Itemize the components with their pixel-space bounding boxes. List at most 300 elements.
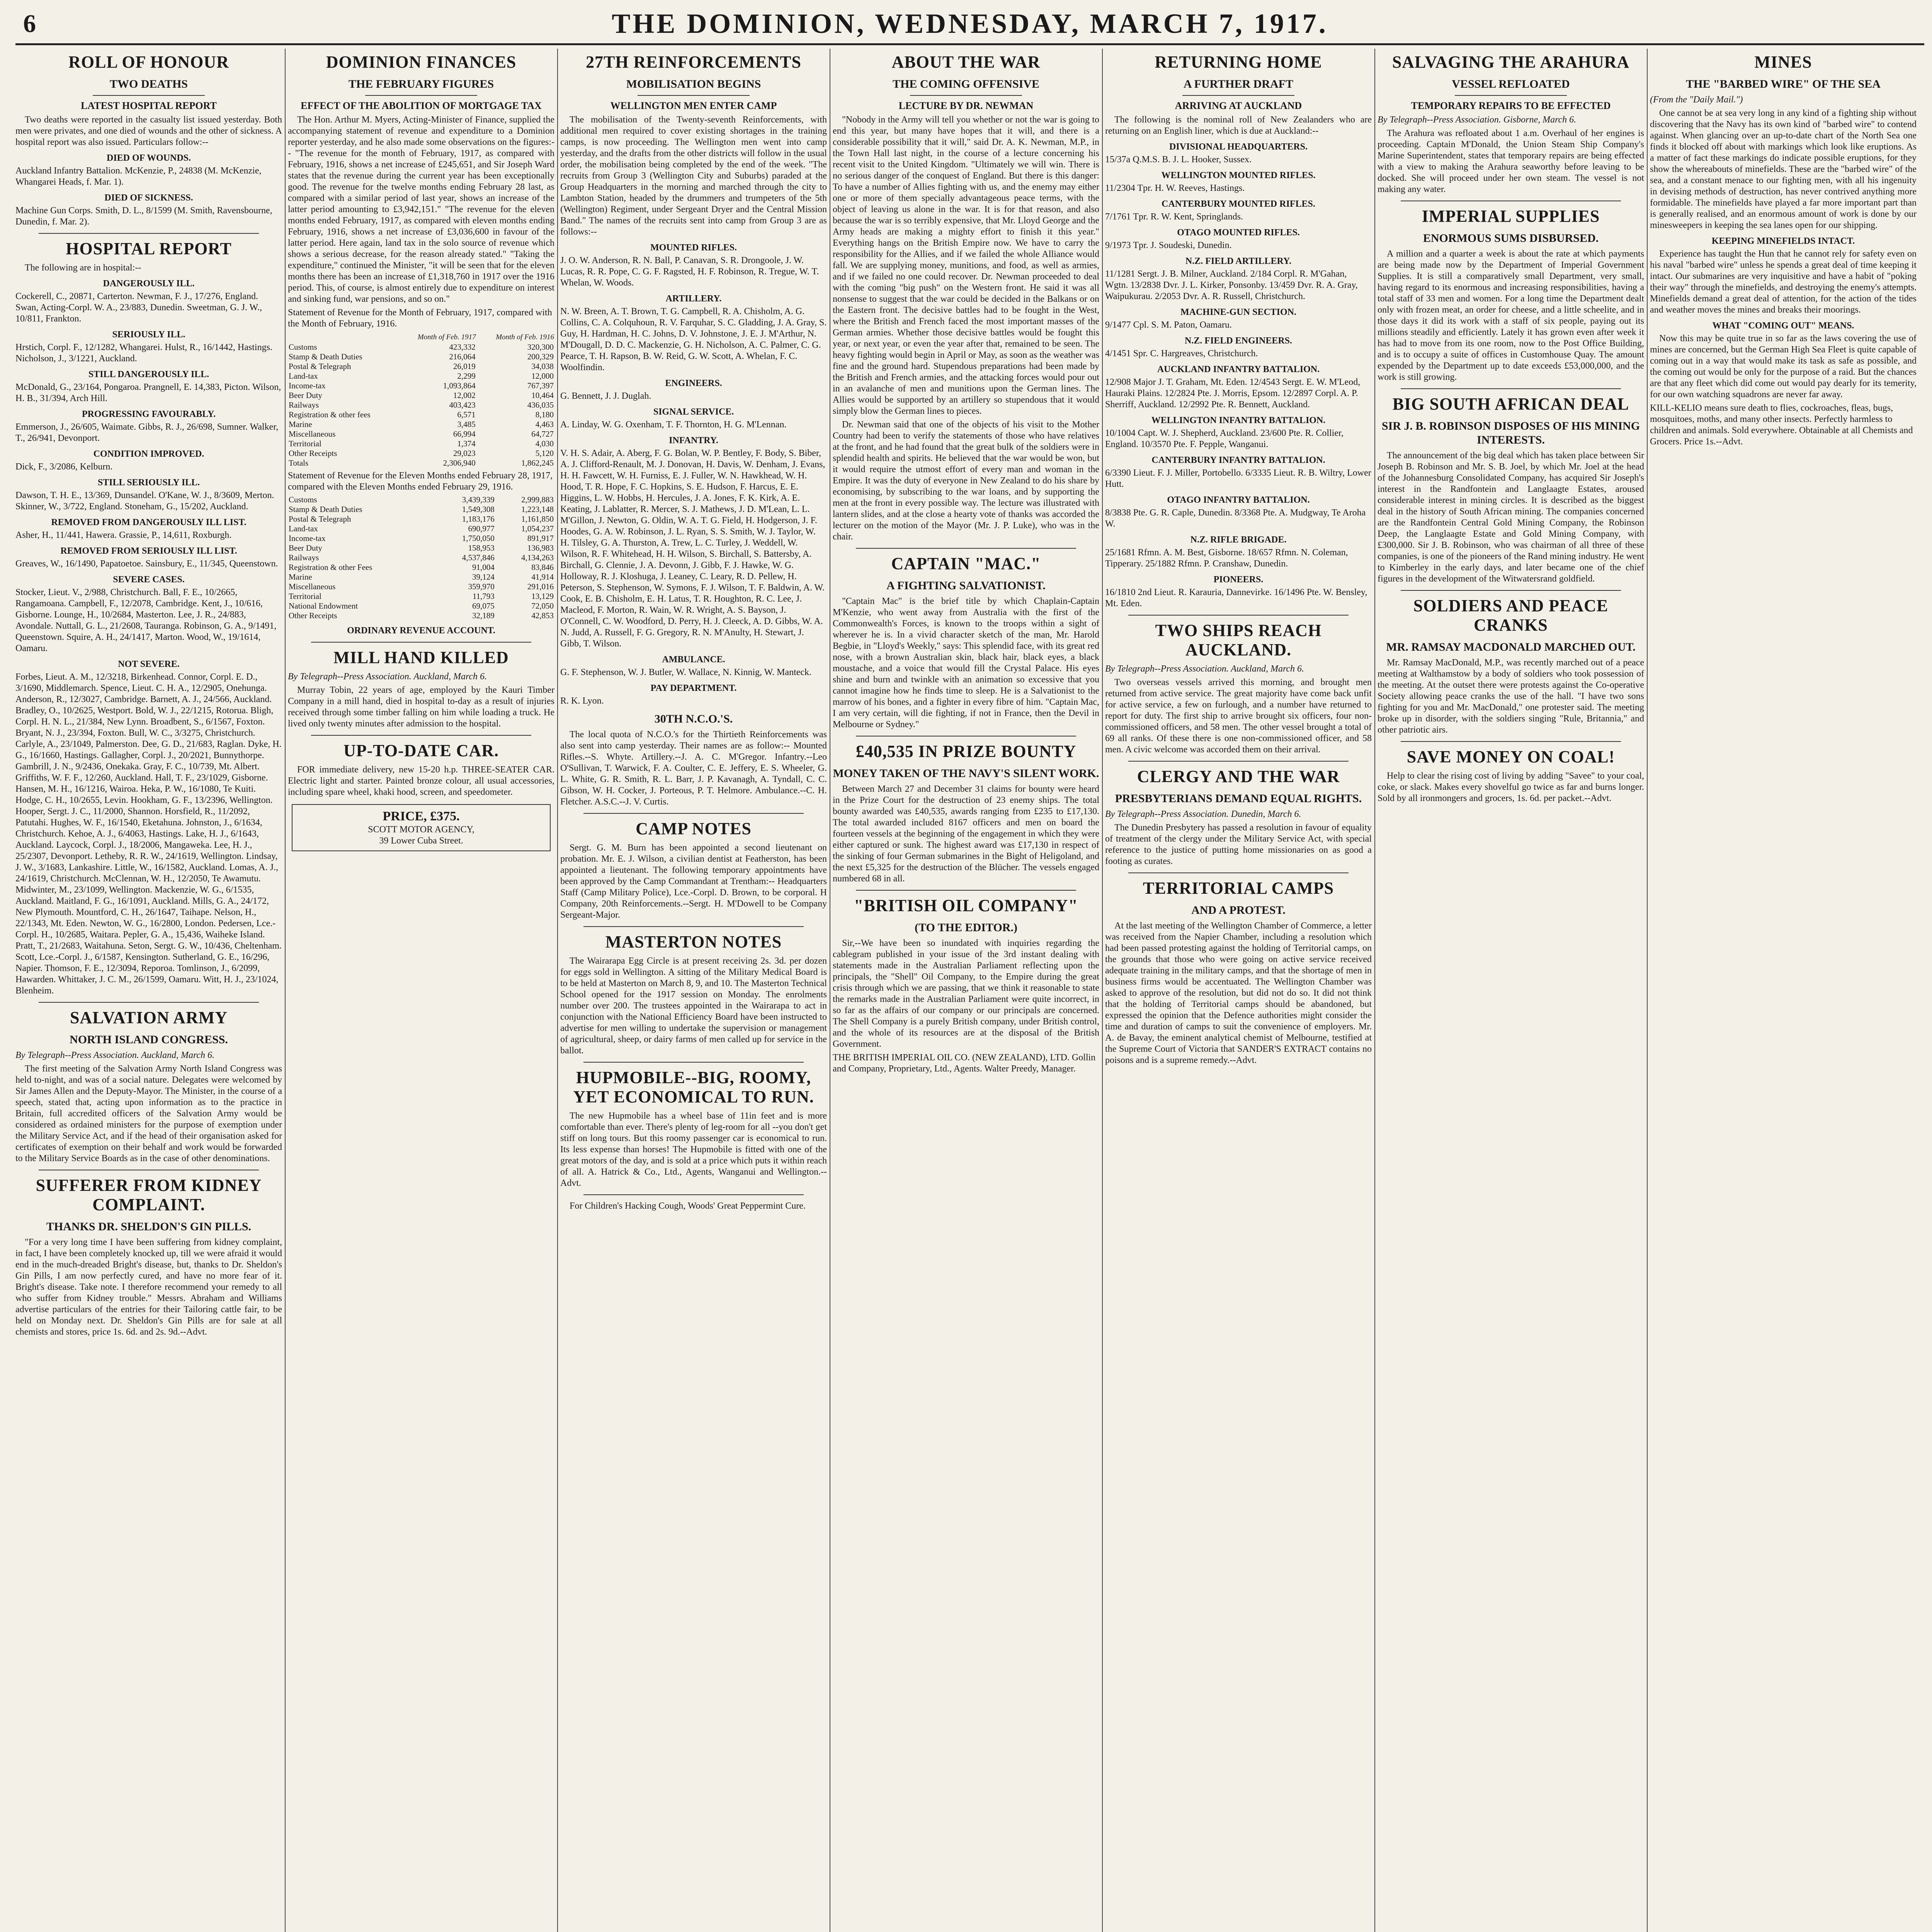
article [833,548,1099,730]
table-cell-label: Territorial [289,439,321,448]
list-entries: 7/1761 Tpr. R. W. Kent, Springlands. [1105,212,1243,222]
article-headline: SUFFERER FROM KIDNEY COMPLAINT. [36,1176,262,1214]
list-entries: A. Linday, W. G. Oxenham, T. F. Thornton, H. G. M'Lennan. [560,420,787,430]
table-cell-value: 891,917 [527,534,554,543]
list-entries: Asher, H., 11/441, Hawera. Grassie, P., 14,611, Roxburgh. [15,530,232,540]
subheading-rule [1455,95,1567,96]
article-body: Dr. Newman said that one of the objects of his visit to the Mother Country had been to verify the statements of those who have relatives at the front, and he had found that the great bulk of the soldiers were in splendid health and spirits. He believed that the war would be won, but it would require the utmost effort of every man and woman in the Empire. It was the duty of everyone in New Zealand to do his share by economising, by subscribing to the war loans, and by supporting the men at the front in every possible way. The lecture was illustrated with lantern slides, and at the close a hearty vote of thanks was accorded the lecturer on the motion of the Mayor (Mr. J. P. Luke), who was in the chair. [833,420,1099,542]
list-entries: Dick, F., 3/2086, Kelburn. [15,462,113,472]
article-subheading: ENORMOUS SUMS DISBURSED. [1423,232,1599,245]
table-cell-value: 2,306,940 [443,458,476,468]
article-headline: DOMINION FINANCES [326,53,517,71]
table-cell-value: 6,571 [457,410,476,419]
article-headline: CAPTAIN "MAC." [891,554,1041,573]
table-cell-value: 4,030 [535,439,554,448]
list-entries: 10/1004 Capt. W. J. Shepherd, Auckland. 23/600 Pte. R. Collier, England. 10/3570 Pte. F. Pepple, Wanganui. [1105,428,1344,449]
table-cell-label: Stamp & Death Duties [289,352,362,361]
article [1105,872,1372,1066]
article-body: The new Hupmobile has a wheel base of 11in feet and is more comfortable than ever. There's plenty of leg-room for all --you don't get stiff on long tours. But this roomy passenger car is economical to run. Its less expense than horses! The Hupmobile is fitted with one of the great motors of the day, and is sold at a price which puts it within reach of all. A. Hatrick & Co., Ltd., Agents, Wanganui and Wellington.--Advt. [560,1111,827,1188]
table-cell-value: 1,183,176 [462,514,495,524]
table-cell-label: Land-tax [289,371,318,381]
article-headline: ROLL OF HONOUR [68,53,229,71]
table-cell-label: Marine [289,420,312,429]
list-label: ENGINEERS. [665,378,722,388]
table-cell-value: 4,463 [535,420,554,429]
table-cell-value: 32,189 [472,611,495,620]
table-cell-value: 83,846 [531,563,554,572]
list-label: N.Z. FIELD ARTILLERY. [1185,256,1292,266]
list-entries: J. O. W. Anderson, R. N. Ball, P. Canavan, S. R. Drongoole, J. W. Lucas, R. R. Pope, C. G. F. Ragsted, H. F. Robinson, R. Tregue, W. T. Whelan, W. Woods. [560,255,819,288]
article-body: At the last meeting of the Wellington Chamber of Commerce, a letter was received from the Napier Chamber, including a resolution which had been passed protesting against the holding of Territorial camps, on the grounds that those who were going on active service received adequate training in the military camps, and that the shortage of men in business firms would be accentuated. The Wellington Chamber was asked to approve of the resolution, but did not do so. It did not think that the holding of Territorial camps should be abandoned, but expressed the opinion that the Defence authorities might consider the time and duration of camps to suit the convenience of employers. Mr. A. de Bavay, the eminent analytical chemist of Melbourne, testified at the Supreme Court of Victoria that SANDER'S EXTRACT contains no poisons and is a supreme remedy.--Advt. [1105,921,1372,1065]
column-rule [285,49,286,1932]
list-label: STILL DANGEROUSLY ILL. [88,369,209,379]
article-headline: SALVAGING THE ARAHURA [1392,53,1630,71]
table-row [288,342,554,352]
article-byline: (From the "Daily Mail.") [1650,95,1743,105]
article-body: FOR immediate delivery, new 15-20 h.p. THREE-SEATER CAR. Electric light and starter. Painted bronze colour, all usual accessories, including spare wheel, khaki hood, screen, and speedometer. [288,765,554,797]
article-subheading: THANKS DR. SHELDON'S GIN PILLS. [46,1220,252,1233]
article-body: Now this may be quite true in so far as the laws covering the use of mines are concerned, but the German High Sea Fleet is quite capable of coming out in a way that would make its task as safe as possible, and the coming out would be only for the purpose of a raid. But the chances are that any fleet which did come out would pay dearly for its temerity, for our own watching squadrons are never far away. [1650,333,1917,400]
article [15,233,282,997]
article-subheading: A FURTHER DRAFT [1184,78,1293,90]
list-label: PIONEERS. [1213,575,1264,585]
table-cell-label: Totals [289,458,309,468]
table-cell-value: 8,180 [535,410,554,419]
table-cell-value: 34,038 [531,362,554,371]
list-label: AUCKLAND INFANTRY BATTALION. [1157,364,1320,374]
article-divider [856,548,1076,549]
table-row [288,381,554,391]
list-entries: R. K. Lyon. [560,696,604,706]
list-label: AMBULANCE. [662,655,725,665]
article-headline: £40,535 IN PRIZE BOUNTY [855,742,1077,761]
article-subheading: TWO DEATHS [110,78,188,90]
table-row [288,514,554,524]
list-label: SERIOUSLY ILL. [112,330,185,340]
table-row [288,429,554,439]
column-rule [1374,49,1375,1932]
article-divider [583,926,804,927]
article-body: The Dunedin Presbytery has passed a resolution in favour of equality of treatment of the clergy under the Military Service Act, with special reference to the justice of putting home missionaries on as good a footing as curates. [1105,823,1372,866]
article [15,53,282,228]
article-divider [583,1194,804,1195]
table-cell-label: Postal & Telegraph [289,514,351,524]
table-row [288,553,554,563]
table-cell-label: National Endowment [289,601,358,611]
masthead-title: THE DOMINION, WEDNESDAY, MARCH 7, 1917. [612,8,1328,39]
list-label: INFANTRY. [669,435,718,446]
article-body: The local quota of N.C.O.'s for the Thirtieth Reinforcements was also sent into camp yesterday. Their names are as follow:-- Mounted Rifles.--S. Whyte. Artillery.--J. A. C. M'Gregor. Infantry.--Leo O'Sullivan, T. Warwick, F. A. Coulter, C. E. Jeffery, E. S. Wheeler, G. L. White, G. R. Smith, R. L. Barr, J. P. Kavanagh, A. Tyndall, C. C. Gibson, W. H. Cocker, J. Porteous, P. T. Helmore. Ambulance.--C. H. Fletcher. A.S.C.--J. V. Curtis. [560,730,827,807]
article-body: The announcement of the big deal which has taken place between Sir Joseph B. Robinson and Mr. S. B. Joel, by which Mr. Joel at the head of the Johannesburg Consolidated Company, has acquired Sir Joseph's interest in the Randfontein and Langlaagte Estates, aroused considerable interest in mining circles. It is described as the biggest deal in the history of South African mining. The companies concerned are the Randfontein Central Gold Mining Company, the Robinson Deep, the Langlaagte Estate and Gold Mining Company, with £300,000. Sir J. B. Robinson, who was chairman of all three of these companies, is one of the pioneers of the Rand mining industry. He went to Kimberley in the early days, and later became one of the chief figures in the development of the Witwatersrand goldfield. [1378,451,1644,584]
table-cell-value: 1,054,237 [521,524,554,533]
list-entries: G. F. Stephenson, W. J. Butler, W. Wallace, N. Kinnig, W. Manteck. [560,667,812,677]
article [15,1170,282,1338]
list-label: REMOVED FROM SERIOUSLY ILL LIST. [60,546,237,556]
table-cell-value: 1,093,864 [443,381,476,390]
article-body: The Wairarapa Egg Circle is at present receiving 2s. 3d. per dozen for eggs sold in Wellington. A sitting of the Military Medical Board is to be held at Masterton on March 8, 9, and 10. The Masterton Technical School opened for the 1917 session on Monday. The enrolments number over 200. The trustees appointed in the Wairarapa to act in conjunction with the National Efficiency Board have been instructed to advertise for men willing to undertake the supervision or management of agricultural, sheep, or dairy farms of men called up for service in the ballot. [560,956,827,1056]
article-deck: ARRIVING AT AUCKLAND [1175,100,1302,111]
letter-signoff: THE BRITISH IMPERIAL OIL CO. (NEW ZEALAND), LTD. Gollin and Company, Proprietary, Ltd., Agents. Walter Preedy, Manager. [833,1053,1096,1074]
list-entries: 11/2304 Tpr. H. W. Reeves, Hastings. [1105,183,1245,193]
list-entries: Cockerell, C., 20871, Carterton. Newman, F. J., 17/276, England. Swan, Acting-Corpl. W. A., 23/883, Dunedin. Sweetman, G. J. W., 10/811, Frankton. [15,291,262,324]
table-row [288,439,554,449]
list-entries: N. W. Breen, A. T. Brown, T. G. Campbell, R. A. Chisholm, A. G. Collins, C. A. Colquhoun, R. V. Farquhar, S. C. Gladding, J. A. Gray, S. Guy, H. Hardman, H. C. Johns, D. V. Johnstone, J. E. J. M'Arthur, N. M'Dougall, D. D. C. Mackenzie, G. H. Nicholson, A. C. Palmer, C. G. Pearce, T. H. Rapson, B. W. Reid, G. W. Scott, A. Whelan, F. C. Woolfindin. [560,306,827,372]
article-body: Murray Tobin, 22 years of age, employed by the Kauri Timber Company in a mill hand, died in hospital to-day as a result of injuries received through some timber falling on him while loading a truck. He lived only twenty minutes after admission to the hospital. [288,685,554,729]
list-entries: 8/3838 Pte. G. R. Caple, Dunedin. 8/3368 Pte. A. Mudgway, Te Aroha W. [1105,508,1366,529]
article-headline: MILL HAND KILLED [333,648,509,667]
table-cell-label: Railways [289,400,319,410]
article-headline: SOLDIERS AND PEACE CRANKS [1413,596,1609,634]
subheading-rule [1182,95,1294,96]
article-byline: By Telegraph--Press Association. Auckland, March 6. [15,1050,215,1060]
table-row [288,563,554,572]
article [833,736,1099,884]
article [288,642,554,730]
article [15,1002,282,1164]
table-row [288,582,554,592]
table-cell-value: 1,750,050 [462,534,495,543]
article-headline: RETURNING HOME [1155,53,1322,71]
column-6 [1378,49,1644,1932]
article-headline: TERRITORIAL CAMPS [1143,879,1334,898]
article-body: A million and a quarter a week is about the rate at which payments are being made now by the Department of Imperial Government Supplies. It is still a comparatively small Department, very small, having regard to its enormous and increasing responsibilities, having a total staff of 33 men and women. For a long time the Department dealt only with frozen meat, an order for cheese, and a little scheelite, and in those days it did its work with a staff of six people, paying out its millions steadily and efficiently. Lately it has grown even after week it has had to move from its one room, now to the Post Office Building, and is to occupy a suite of offices in Customhouse Quay. The amount expended by the Department up to date exceeds £53,000,000, and the work is still growing. [1378,249,1644,382]
article-divider [1401,741,1621,742]
article-subheading: MONEY TAKEN OF THE NAVY'S SILENT WORK. [833,767,1099,780]
table-cell-value: 158,953 [468,543,495,553]
subheading-rule [365,95,477,96]
article [1105,761,1372,867]
article-body: Experience has taught the Hun that he cannot rely for safety even on his naval "barbed wire" unless he spends a great deal of time keeping it intact. Our submarines are very inquisitive and have a habit of "poking their way" through the minefields, and destroying the enemy's attempts. Minefields demand a great deal of attention, for the action of the tides and weather moves the mines and breaks their moorings. [1650,249,1917,315]
list-entries: Hrstich, Corpl. F., 12/1282, Whangarei. Hulst, R., 16/1442, Hastings. Nicholson, J., 3/1221, Auckland. [15,342,272,364]
table-row [288,592,554,601]
article-subheading: 30TH N.C.O.'S. [654,713,733,725]
article-byline: By Telegraph--Press Association. Gisborne, March 6. [1378,115,1577,125]
article-body: The Hon. Arthur M. Myers, Acting-Minister of Finance, supplied the accompanying statement of revenue and expenditure to a Dominion reporter yesterday, and he also made some observations on the figures:-- "The revenue for the month of February, 1917, as compared with February, 1916, shows a net increase of £245,651, and Sir Joseph Ward states that the revenue during the current year has been exceptionally good. The revenue for the twelve months ending February 28 last, as compared with a similar period of last year, shows an increase of the latter period amounting to £3,942,151." "The revenue for the eleven months ended February, 1917, as compared with eleven months ending February, 1916, shows a net increase of £3,036,600 in favour of the latter period. Here again, land tax in the solo source of revenue which shows a serious decrease, for the reason already stated." "Taking the expenditure," continued the Minister, "it will be seen that for the eleven months there has been an increase of £1,318,760 in 1917 over the 1916 period. This, of course, is almost entirely due to expenditure on interest and sinking fund, war pensions, and so on." [288,115,554,304]
list-entries: Machine Gun Corps. Smith, D. L., 8/1599 (M. Smith, Ravensbourne, Dunedin, f. Mar. 2). [15,206,272,227]
list-entries: McDonald, G., 23/164, Pongaroa. Prangnell, E. 14,383, Picton. Wilson, H. B., 31/394, Arch Hill. [15,382,281,403]
revenue-table-eleven-months [288,495,554,621]
article-headline: CAMP NOTES [636,819,752,838]
article-body: For Children's Hacking Cough, Woods' Great Peppermint Cure. [570,1201,806,1211]
article-byline: By Telegraph--Press Association. Auckland, March 6. [1105,664,1304,674]
table-row [288,352,554,362]
article-deck: LATEST HOSPITAL REPORT [81,100,217,111]
table-cell-label: Marine [289,572,312,582]
table-row [288,572,554,582]
article-divider [583,1062,804,1063]
list-label: DIED OF WOUNDS. [106,153,191,163]
article-body: Between March 27 and December 31 claims for bounty were heard in the Prize Court for the destruction of 23 enemy ships. The total bounty awarded was £40,535, awards ranging from £235 to £17,130. The total awarded included 8167 officers and men on board the fourteen vessels at the beginning of the engagement in which they were either captured or sunk. The highest award was £17,130 in respect of the sinking of four German submarines in the Bight of Heligoland, and the next £5,325 for the destruction of the Blücher. The vessels engaged numbered 68 in all. [833,784,1099,884]
article-deck: WELLINGTON MEN ENTER CAMP [610,100,777,111]
list-entries: Stocker, Lieut. V., 2/988, Christchurch. Ball, F. E., 10/2665, Rangamoana. Campbell, F., 12/2078, Cambridge. Kent, J., 10/616, Gisborne. Lounge, H., 10/2684, Masterton. Lee, J. R., 24/883, Avondale. Nuttall, G. L., 21/2608, Tauranga. Robinson, G. A., 9/1491, Queenstown. Squire, A. H., 24/1417, Marton. Wood, W., 19/1614, Oamaru. [15,587,277,653]
article-body: Mr. Ramsay MacDonald, M.P., was recently marched out of a peace meeting at Walthamstow by a body of soldiers who took possession of the meeting. At the outset there were protests against the Co-operative Society allowing peace cranks the use of the hall. "I have two sons fighting for you and Mr. MacDonald," one protester said. The meeting broke up in disorder, with the soldiers singing "Rule, Britannia," and other patriotic airs. [1378,658,1644,735]
table-cell-value: 13,129 [531,592,554,601]
list-entries: Greaves, W., 16/1490, Papatoetoe. Sainsbury, E., 11/345, Queenstown. [15,559,278,569]
article-headline: SAVE MONEY ON COAL! [1406,747,1615,766]
table-row [288,543,554,553]
table-cell-value: 1,161,850 [521,514,554,524]
subheading-rule [638,95,750,96]
article-subheading: MR. RAMSAY MACDONALD MARCHED OUT. [1386,641,1636,653]
article-subheading: A FIGHTING SALVATIONIST. [886,579,1046,592]
article-headline: 27TH REINFORCEMENTS [585,53,802,71]
column-rule [1102,49,1103,1932]
table-row [288,371,554,381]
table-cell-value: 216,064 [449,352,476,361]
article-subheading: VESSEL REFLOATED [1452,78,1570,90]
list-entries: 4/1451 Spr. C. Hargreaves, Christchurch. [1105,349,1258,359]
section-label: ORDINARY REVENUE ACCOUNT. [347,626,495,636]
table-cell-value: 39,124 [472,572,495,582]
table-cell-value: 136,983 [527,543,554,553]
table-cell-label: Registration & other Fees [289,563,372,572]
list-label: OTAGO INFANTRY BATTALION. [1167,495,1310,505]
masthead-rule [15,43,1924,45]
list-label: CANTERBURY INFANTRY BATTALION. [1151,455,1325,465]
column-5 [1105,49,1372,1932]
article-crosshead: KEEPING MINEFIELDS INTACT. [1711,236,1855,246]
article [288,735,554,851]
table-cell-value: 11,793 [472,592,495,601]
list-label: DIVISIONAL HEADQUARTERS. [1169,142,1308,152]
article [833,53,1099,543]
list-entries: 11/1281 Sergt. J. B. Milner, Auckland. 2/184 Corpl. R. M'Gahan, Wgtn. 13/2838 Dvr. J. L. Kirker, Ponsonby. 13/459 Dvr. R. A. Gray, Waipukurau. 2/2053 Dvr. A. R. Russell, Christchurch. [1105,269,1358,301]
list-entries: V. H. S. Adair, A. Aberg, F. G. Bolan, W. P. Bentley, F. Body, S. Biber, A. J. Clifford-Renault, M. J. Donovan, H. Davis, W. Denham, J. Evans, H. H. Fawcett, W. H. Furniss, E. J. Fuller, W. N. Hawkhead, W. H. Hood, T. R. Hope, F. C. Hopkins, S. E. Hudson, F. Harcus, E. E. Higgins, L. W. Hobbs, H. Hercules, J. A. Jones, F. K. Kirk, A. E. Keating, J. Lablatter, R. Mercer, S. J. Mathews, J. D. M'Lean, L. L. M'Gillon, J. Newton, G. Oldin, W. A. T. G. Field, H. Hodgerson, J. F. Hoodes, G. A. W. Robinson, J. L. Ryan, S. S. Smith, W. J. Taylor, W. H. Tilsley, G. A. Thurston, A. Trew, L. C. Turley, J. Weddell, W. Wilson, R. F. Whitehead, H. H. Wilson, S. Birchall, S. Battersby, A. Birchall, G. Clennie, J. A. Devonn, J. Gibb, F. J. Hawke, W. G. Holloway, R. J. Kloshuga, J. Leaney, C. Leary, R. D. Pellew, H. Peterson, S. Stephenson, W. Symons, F. J. Wilson, T. F. Baldwin, A. W. Cook, E. B. Chisholm, E. H. Latus, T. R. Houghton, R. C. Lee, J. Macleod, F. Morton, R. Wain, W. R. Wright, A. S. Bayson, J. O'Connell, C. W. Woodford, D. Perry, H. J. Cleeck, A. D. Gibbs, W. A. N. Judd, A. Russell, F. G. Gregory, R. N. M'Anulty, H. Stewart, J. Gibb, T. Wilson. [560,448,825,649]
table-cell-label: Customs [289,495,317,504]
list-label: DIED OF SICKNESS. [104,193,193,203]
article-body: Two deaths were reported in the casualty list issued yesterday. Both men were privates, and one died of wounds and the other of sickness. A hospital report was also issued. Particulars follow:-- [15,115,282,147]
column-rule [557,49,558,1932]
article-headline: HOSPITAL REPORT [66,239,232,258]
article-body: One cannot be at sea very long in any kind of a fighting ship without discovering that the Navy has its own kind of "barbed wire" to contend against. When glancing over an up-to-date chart of the North Sea one finds it blocked off about with markings which look like eruptions. As a matter of fact these markings do indicate possible eruptions, for they show the whereabouts of minefields. These are the "barbed wire" of the sea, and a constant menace to our fighting men, with all his ingenuity in devising methods of destruction, has never contrived anything more formidable. The minefields have played a far more important part than is generally realised, and an enormous amount of work is done by our minesweepers in keeping the sea lanes open for our shipping. [1650,108,1917,230]
list-label: REMOVED FROM DANGEROUSLY ILL LIST. [51,517,247,527]
list-entries: 9/1973 Tpr. J. Soudeski, Dunedin. [1105,240,1232,250]
table-cell-value: 91,004 [472,563,495,572]
table-row [288,495,554,505]
table-cell-value: 72,050 [531,601,554,611]
article-body: The mobilisation of the Twenty-seventh Reinforcements, with additional men required to cover existing shortages in the training camps, is now proceeding. The Wellington men went into camp yesterday, and the drafts from the other districts will follow in the usual order, the mobilisation being completed by the end of the week. "The recruits from Group 3 (Wellington City and Suburbs) paraded at the Group Headquarters in the morning and marched through the city to Lambton Station, headed by the drummers and trumpeters of the 5th (Wellington) Regiment, under Sergeant Dryer and the Central Mission Band." The names of the recruits sent into camp from Group 3 are as follows:-- [560,115,827,237]
table-header: Month of Feb. 1916 [496,333,554,341]
article-headline: BIG SOUTH AFRICAN DEAL [1392,395,1629,413]
table-row [288,601,554,611]
column-2 [288,49,554,1932]
table-cell-value: 4,537,846 [462,553,495,562]
table-cell-value: 66,994 [453,429,476,439]
article-subheading: THE COMING OFFENSIVE [892,78,1040,90]
table-cell-value: 69,075 [472,601,495,611]
table-cell-value: 1,549,308 [462,505,495,514]
article-body: The first meeting of the Salvation Army North Island Congress was held to-night, and was of a social nature. Delegates were welcomed by Sir James Allen and the Deputy-Mayor. The Minister, in the course of a speech, stated that, acting upon information as to the practice in Britain, full accredited officers of the Salvation Army would be considered as ordained ministers for the purpose of exemption under the Military Service Act, and if the head of their organisation asked for certificates of exemption on their behalf and work would be forwarded to the Military Service Boards as in the case of other denominations. [15,1064,282,1163]
table-cell-value: 291,016 [527,582,554,591]
advertisement-box [292,804,551,851]
table-row [288,391,554,400]
table-cell-label: Registration & other fees [289,410,371,419]
list-entries: 6/3390 Lieut. F. J. Miller, Portobello. 6/3335 Lieut. R. B. Wiltry, Lower Hutt. [1105,468,1371,489]
list-entries: 15/37a Q.M.S. B. J. L. Hooker, Sussex. [1105,155,1252,165]
table-cell-value: 1,374 [457,439,476,448]
list-label: DANGEROUSLY ILL. [103,279,195,289]
article-headline: TWO SHIPS REACH AUCKLAND. [1155,621,1322,659]
table-cell-value: 1,223,148 [521,505,554,514]
table-cell-label: Miscellaneous [289,582,336,591]
table-cell-label: Territorial [289,592,321,601]
list-label: PAY DEPARTMENT. [650,683,737,693]
table-header-blank [288,332,398,342]
list-label: MOUNTED RIFLES. [650,243,737,253]
table-cell-label: Beer Duty [289,543,322,553]
article-deck: LECTURE BY DR. NEWMAN [898,100,1034,111]
table-row [288,362,554,371]
list-label: SEVERE CASES. [113,575,185,585]
article-subheading: NORTH ISLAND CONGRESS. [70,1033,228,1046]
table-cell-label: Land-tax [289,524,318,533]
table-row [288,420,554,429]
table-cell-label: Postal & Telegraph [289,362,351,371]
advert-agent: SCOTT MOTOR AGENCY, [368,825,474,835]
list-entries: 12/908 Major J. T. Graham, Mt. Eden. 12/4543 Sergt. E. W. M'Leod, Hauraki Plains. 12/2824 Pte. J. Morris, Epsom. 12/2897 Corpl. A. P. Sherriff, Auckland. 12/2992 Pte. R. Bennett, Auckland. [1105,377,1361,410]
article-body: Sir,--We have been so inundated with inquiries regarding the cablegram published in your issue of the 3rd instant dealing with statements made in the Australian Parliament reflecting upon the principals, the "Shell" Oil Company, to the Empire during the great crisis through which we are passing, that we think it reasonable to state the remarks made in the Australian Parliament were quite incorrect, in so far as the affairs of our company or our principals are concerned. The Shell Company is a purely British company, under British control, and the whole of its resources are at the disposal of the British Government. [833,938,1099,1049]
table-cell-value: 3,485 [457,420,476,429]
article-divider [39,233,259,234]
article [560,1062,827,1189]
article-body: Help to clear the rising cost of living by adding "Savee" to your coal, coke, or slack. Makes every shovelful go twice as far and burns longer. Sold by all ironmongers and grocers, 1s. 6d. per packet.--Advt. [1378,771,1644,803]
column-7 [1650,49,1917,1932]
article-subheading: (TO THE EDITOR.) [915,921,1017,934]
article [1105,53,1372,609]
list-label: CANTERBURY MOUNTED RIFLES. [1162,199,1315,209]
list-label: PROGRESSING FAVOURABLY. [82,409,216,419]
table-cell-value: 690,977 [468,524,495,533]
table-cell-value: 10,464 [531,391,554,400]
article-subheading: THE FEBRUARY FIGURES [348,78,494,90]
revenue-table [288,332,554,468]
masthead [23,8,1917,39]
article-subheading: MOBILISATION BEGINS [626,78,761,90]
advert-address: 39 Lower Cuba Street. [379,836,463,846]
table-row [288,524,554,534]
list-label: OTAGO MOUNTED RIFLES. [1177,228,1300,238]
advert-price: PRICE, £375. [383,809,460,823]
column-4 [833,49,1099,1932]
article-crosshead: WHAT "COMING OUT" MEANS. [1712,321,1854,331]
table-cell-label: Railways [289,553,319,562]
article-body: The following are in hospital:-- [25,263,141,273]
table-row [288,458,554,468]
page-number: 6 [23,10,36,38]
article-subheading: AND A PROTEST. [1191,904,1286,917]
table-title: Statement of Revenue for the Month of February, 1917, compared with the Month of February, 1916. [288,308,552,329]
list-label: WELLINGTON INFANTRY BATTALION. [1151,415,1326,425]
article [1378,53,1644,195]
table-row [288,505,554,514]
list-label: ARTILLERY. [665,294,722,304]
table-cell-label: Stamp & Death Duties [289,505,362,514]
table-cell-value: 42,853 [531,611,554,620]
list-label: N.Z. RIFLE BRIGADE. [1190,535,1287,545]
table-row [288,410,554,420]
article-byline: By Telegraph--Press Association. Dunedin, March 6. [1105,809,1301,819]
article-body: Two overseas vessels arrived this morning, and brought men returned from active service. The great majority have come back unfit for active service, a few on furlough, and a number have returned to report for duty. The first ship to arrive brought six officers, four non-commissioned officers, and 58 men. The other vessel brought a total of 69 all ranks. Of these there is one non-commissioned officer, and 58 men. A civic welcome was accorded them on their arrival. [1105,677,1372,755]
table-cell-value: 359,970 [468,582,495,591]
article-headline: SALVATION ARMY [70,1008,228,1027]
list-label: STILL SERIOUSLY ILL. [97,478,200,488]
table-cell-value: 4,134,263 [521,553,554,562]
article-headline: ABOUT THE WAR [891,53,1041,71]
table-cell-label: Beer Duty [289,391,322,400]
list-label: CONDITION IMPROVED. [93,449,204,459]
table-row [288,611,554,621]
article [288,53,554,636]
article-divider [1128,872,1349,873]
article-divider [1128,761,1349,762]
list-label: WELLINGTON MOUNTED RIFLES. [1161,170,1316,180]
table-cell-label: Other Receipts [289,449,337,458]
article [1105,615,1372,755]
table-row [288,534,554,543]
article-body: "Captain Mac" is the brief title by which Chaplain-Captain M'Kenzie, who went away from Australia with the first of the Commonwealth's Forces, is known to the troops within a sight of wherever he is. In a vivid character sketch of the man, Mr. Harold Begbie, in "Lloyd's Weekly," says: This splendid face, with its great red nose, with a brown Australian skin, black hair, black eyes, a black moustache, and a voice that would fill the Crystal Palace. His eyes shine and burn and twinkle with an animation so excessive that you cannot imagine how he finds time to sleep. He is a Salvationist to the marrow of his bones, and a fighter in every fibre of him. "Captain Mac, I am very certain, will die fighting, if not in France, then the Devil in Melbourne or Sydney." [833,596,1099,730]
article-subheading: THE "BARBED WIRE" OF THE SEA [1686,78,1881,90]
article-body: "For a very long time I have been suffering from kidney complaint, in fact, I have been completely knocked up, till we were afraid it would end in the much-dreaded Bright's disease, but, thanks to Dr. Sheldon's Gin Pills, I am now perfectly cured, and have no more fear of it. Bright's disease. Take note. I therefore recommend your remedy to all who suffer from Kidney trouble." Messrs. Abraham and Williams advertise particulars of the entries for their Tailoring cattle fair, to be held on Monday next. Dr. Sheldon's Gin Pills are for sale at all chemists and stores, price 1s. 6d. and 2s. 9d.--Advt. [15,1237,282,1337]
article-body: "Nobody in the Army will tell you whether or not the war is going to end this year, but many have hopes that it will, and there is a considerable possibility that it will," said Dr. A. K. Newman, M.P., in the Town Hall last night, in the course of a lecture concerning his recent visit to the United Kingdom. "Ultimately we will win. There is no serious danger of the conquest of England. But there is this danger: To have a number of Allies fighting with us, and the enemy may either one or more of them specially advantageous peace terms, with the object of leaving us alone in the war. It is for that reason, and also because the war is so terribly expensive, that Mr. Lloyd George and the Army heads are making a mighty effort to finish it this year." Everything hangs on the British Empire now. We have to carry the responsibility for the Allies, and if we failed the whole Alliance would fall. We are supplying money, munitions, and food, as well as armies, and if we failed no one could recover. Dr. Newman proceeded to deal with the coming "big push" on the Western front. He said it was all nonsense to suggest that the war could be decided in the Balkans or on the Eastern front. The decisive battles had to be fought in the West, where the British and French faced the most important masses of the German armies. Whether those decisive battles would be fought this year, or next year, or even the year after that, remained to be seen. The heavy fighting would begin in April or May, as soon as the weather was fine and the ground hard. Stupendous preparations had been made by the British and French armies, and the attacking forces would pour out in an avalanche of men and munitions upon the German lines. The Allies would be supported by an artillery so stupendous that it would simply blow the German lines to pieces. [833,115,1099,416]
column-1 [15,49,282,1932]
article [1378,741,1644,804]
article-divider [311,735,531,736]
article-headline: MASTERTON NOTES [605,932,782,951]
column-3 [560,49,827,1932]
table-header: Month of Feb. 1917 [417,333,476,341]
list-entries: 25/1681 Rfmn. A. M. Best, Gisborne. 18/657 Rfmn. N. Coleman, Tipperary. 25/1882 Rfmn. P. Cranshaw, Dunedin. [1105,548,1348,569]
article [1378,201,1644,383]
table-cell-value: 767,397 [527,381,554,390]
table-cell-label: Income-tax [289,381,326,390]
list-label: N.Z. FIELD ENGINEERS. [1184,336,1293,346]
article-body: The following is the nominal roll of New Zealanders who are returning on an English liner, which is due at Auckland:-- [1105,115,1372,136]
article-divider [856,890,1076,891]
article [560,813,827,921]
list-label: MACHINE-GUN SECTION. [1180,307,1297,317]
table-cell-label: Other Receipts [289,611,337,620]
table-cell-value: 41,914 [531,572,554,582]
article-headline: "BRITISH OIL COMPANY" [854,896,1078,915]
table-cell-label: Income-tax [289,534,326,543]
table-row [288,449,554,458]
article [833,890,1099,1075]
article-byline: By Telegraph--Press Association. Auckland, March 6. [288,672,487,682]
list-label: SIGNAL SERVICE. [653,407,734,417]
table-cell-value: 12,002 [453,391,476,400]
article-body: The Arahura was refloated about 1 a.m. Overhaul of her engines is proceeding. Captain M'Donald, the Union Steam Ship Company's Marine Superintendent, states that temporary repairs are being effected with a view to making the Arahura seaworthy before leaving to be docked. She will proceed under her own steam. The vessel is not making any water. [1378,128,1644,194]
table-cell-value: 2,299 [457,371,476,381]
article-divider [583,813,804,814]
article-subheading: SIR J. B. ROBINSON DISPOSES OF HIS MINING INTERESTS. [1381,420,1640,446]
list-entries: Emmerson, J., 26/605, Waimate. Gibbs, R. J., 26/698, Sumner. Walker, T., 26/941, Devonport. [15,422,279,443]
column-rule [1647,49,1648,1932]
article [560,926,827,1056]
list-entries: G. Bennett, J. J. Duglah. [560,391,651,401]
article-divider [1128,615,1349,616]
table-cell-value: 1,862,245 [521,458,554,468]
article-headline: IMPERIAL SUPPLIES [1422,207,1600,226]
list-entries: 9/1477 Cpl. S. M. Paton, Oamaru. [1105,320,1232,330]
table-cell-value: 26,019 [453,362,476,371]
article [1650,53,1917,447]
advert-text: KILL-KELIO means sure death to flies, cockroaches, fleas, bugs, mosquitoes, moths, and many other insects. Perfectly harmless to children and animals. Sold everywhere. Obtainable at all Chemists and Grocers. Price 1s.--Advt. [1650,403,1913,447]
table-row [288,400,554,410]
table-cell-label: Customs [289,342,317,352]
list-entries: Auckland Infantry Battalion. McKenzie, P., 24838 (M. McKenzie, Whangarei Heads, f. Mar. 1). [15,166,262,187]
table-cell-label: Miscellaneous [289,429,336,439]
article-deck: EFFECT OF THE ABOLITION OF MORTGAGE TAX [301,100,542,111]
